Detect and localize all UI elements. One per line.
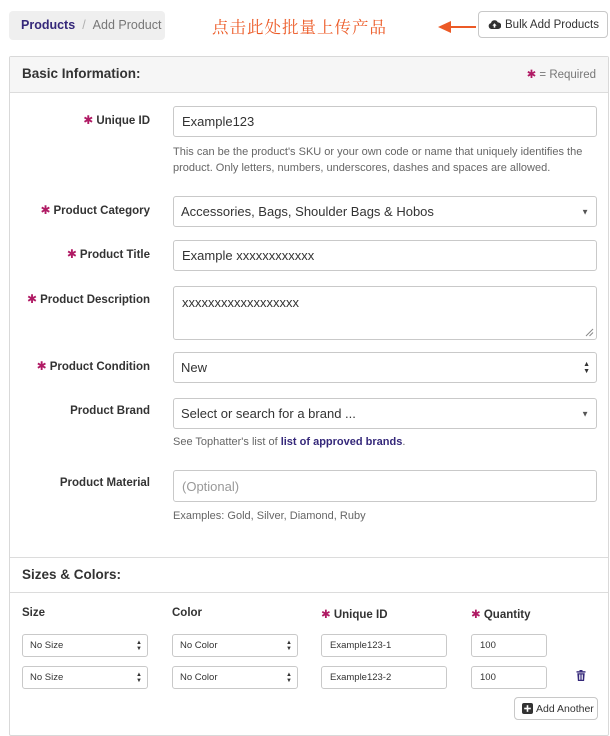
product-category-select[interactable]: [173, 196, 597, 227]
unique-id-label: [10, 113, 150, 127]
add-another-button[interactable]: [514, 697, 598, 720]
product-condition-label: [10, 359, 150, 373]
product-brand-placeholder: Select or search for a brand ...: [181, 406, 356, 421]
quantity-value: 100: [480, 672, 496, 683]
brand-help-suffix: .: [402, 436, 406, 448]
sizes-colors-heading: [10, 557, 608, 593]
select-updown-icon: ▲ ▼: [583, 360, 590, 375]
product-material-input[interactable]: [173, 470, 597, 502]
required-star-icon: ✱: [66, 247, 77, 261]
bulk-add-products-label: Bulk Add Products: [505, 18, 599, 31]
required-star-icon: ✱: [526, 69, 537, 81]
product-description-label-text: Product Description: [40, 294, 150, 306]
variant-unique-id-header-text: Unique ID: [333, 609, 388, 621]
color-value: No Color: [180, 672, 218, 683]
select-updown-icon: ▲ ▼: [136, 639, 142, 652]
quantity-header-text: Quantity: [483, 609, 531, 621]
product-brand-select[interactable]: [173, 398, 597, 429]
breadcrumb-current: Add Product: [92, 18, 162, 32]
required-star-icon: ✱: [83, 113, 94, 127]
approved-brands-link[interactable]: list of approved brands: [280, 436, 403, 448]
product-title-value: Example xxxxxxxxxxxx: [182, 248, 315, 263]
unique-id-help: This can be the product's SKU or your own code or name that uniquely identifies the product. Only letters, numbers, underscores, dashes and spaces are allowed.: [173, 146, 583, 174]
color-select[interactable]: [172, 634, 298, 657]
size-select[interactable]: [22, 634, 148, 657]
product-material-help: Examples: Gold, Silver, Diamond, Ruby: [173, 510, 366, 522]
breadcrumb: [9, 11, 165, 40]
trash-icon[interactable]: [576, 670, 586, 681]
product-material-label: Product Material: [59, 477, 150, 489]
product-description-label: [10, 292, 150, 306]
color-value: No Color: [180, 640, 218, 651]
product-condition-label-text: Product Condition: [49, 361, 150, 373]
unique-id-value: Example123: [182, 114, 255, 129]
basic-information-heading: [10, 57, 608, 93]
brand-help-text: See Tophatter's list of: [173, 436, 281, 448]
variant-unique-id-value: Example123-2: [330, 672, 392, 683]
size-value: No Size: [30, 672, 64, 683]
size-value: No Size: [30, 640, 64, 651]
product-title-label-text: Product Title: [79, 249, 150, 261]
variant-unique-id-value: Example123-1: [330, 640, 392, 651]
product-title-input[interactable]: [173, 240, 597, 271]
required-legend: [527, 67, 596, 81]
color-select[interactable]: [172, 666, 298, 689]
required-legend-text: = Required: [539, 69, 596, 81]
select-updown-icon: ▲ ▼: [136, 671, 142, 684]
product-category-value: Accessories, Bags, Shoulder Bags & Hobos: [181, 204, 434, 219]
required-star-icon: ✱: [471, 609, 481, 621]
product-condition-select[interactable]: [173, 352, 597, 383]
resize-grip-icon[interactable]: [585, 328, 594, 337]
basic-information-title: Basic Information:: [22, 66, 141, 81]
size-column-header: Size: [22, 607, 46, 619]
caret-down-icon: ▼: [581, 207, 589, 216]
quantity-input[interactable]: [471, 634, 547, 657]
quantity-input[interactable]: [471, 666, 547, 689]
variant-unique-id-input[interactable]: [321, 666, 447, 689]
color-column-header: Color: [172, 607, 203, 619]
add-another-label: Add Another: [536, 702, 594, 715]
annotation-text: 点击此处批量上传产品: [212, 18, 387, 37]
variant-unique-id-input[interactable]: [321, 634, 447, 657]
cloud-upload-icon: [488, 19, 501, 30]
bulk-add-products-button[interactable]: [478, 11, 608, 38]
required-star-icon: ✱: [321, 609, 331, 621]
select-updown-icon: ▲ ▼: [286, 671, 292, 684]
product-description-value: xxxxxxxxxxxxxxxxxx: [182, 295, 299, 310]
product-description-textarea[interactable]: [173, 286, 597, 340]
select-updown-icon: ▲ ▼: [286, 639, 292, 652]
product-category-label-text: Product Category: [53, 205, 150, 217]
add-product-panel: [9, 56, 609, 736]
breadcrumb-separator: /: [82, 18, 86, 32]
sizes-colors-title: Sizes & Colors:: [22, 567, 122, 582]
annotation-arrow-icon: [438, 20, 478, 34]
unique-id-label-text: Unique ID: [96, 115, 150, 127]
variant-unique-id-column-header: [321, 607, 388, 621]
quantity-column-header: [471, 607, 530, 621]
product-brand-help: [173, 434, 597, 450]
quantity-value: 100: [480, 640, 496, 651]
product-material-placeholder: (Optional): [182, 478, 240, 494]
size-select[interactable]: [22, 666, 148, 689]
product-category-label: [10, 203, 150, 217]
caret-down-icon: ▼: [581, 409, 589, 418]
plus-square-icon: [522, 703, 533, 714]
required-star-icon: ✱: [36, 359, 47, 373]
product-title-label: [10, 247, 150, 261]
required-star-icon: ✱: [27, 292, 38, 306]
product-condition-value: New: [181, 360, 208, 375]
product-brand-label: Product Brand: [70, 405, 150, 417]
unique-id-input[interactable]: [173, 106, 597, 137]
breadcrumb-products-link[interactable]: Products: [21, 18, 76, 32]
required-star-icon: ✱: [40, 203, 51, 217]
